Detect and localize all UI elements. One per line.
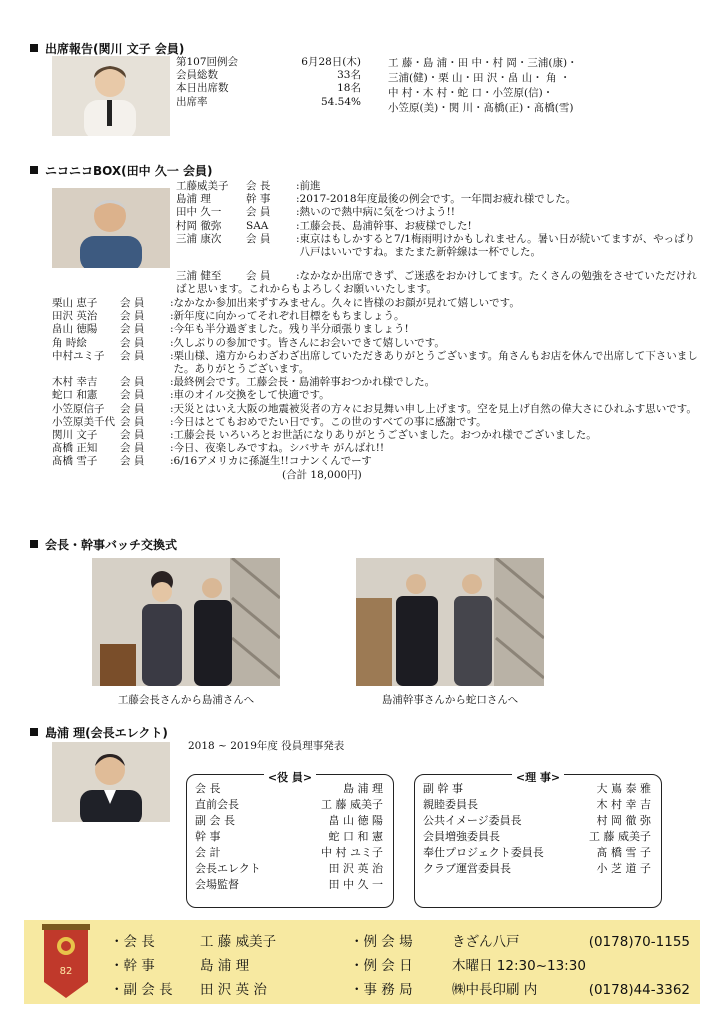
niconico-section-title: ニコニコBOX(田中 久一 会員) [30, 162, 213, 179]
niconico-speaker-photo [52, 188, 170, 268]
roster-row [423, 861, 651, 877]
footer-left-label: ・副 会 長 [110, 982, 173, 998]
attendee-names [388, 56, 578, 116]
bullet-square-icon [30, 44, 38, 52]
badge-caption-left: 工藤会長さんから島浦さんへ [117, 694, 255, 706]
roster-role: 幹 事 [195, 830, 221, 843]
roster-role: 公共イメージ委員長 [423, 814, 522, 827]
niconico-entry: 角 時絵 会 員 : 久しぶりの参加です。皆さんにお会いできて嬉しいです。 [52, 336, 445, 349]
present-value: 18名 [337, 82, 361, 95]
roster-name: 髙 橋 雪 子 [596, 846, 651, 859]
badge-photo-left [92, 558, 280, 686]
roster-row [195, 797, 383, 813]
footer-left-value: 島 浦 理 [200, 958, 250, 974]
roster-row [195, 781, 383, 797]
niconico-total: (合計 18,000円) [282, 468, 362, 481]
bullet-square-icon [30, 728, 38, 736]
roster-role: 会員増強委員長 [423, 830, 500, 843]
attendee-line: 小笠原(美)・関 川・髙橋(正)・髙橋(雪) [388, 102, 574, 114]
emblem-number: 82 [59, 966, 73, 977]
roster-row [195, 845, 383, 861]
officers-heading: <役 員> [264, 771, 316, 784]
niconico-entry: 髙橋 雪子 会 員 : 6/16アメリカに孫誕生!!コナンくんでーす [52, 455, 372, 468]
roster-row [195, 861, 383, 877]
niconico-lower-list [52, 297, 700, 482]
footer-info [110, 930, 690, 1002]
niconico-entry: 小笠原美千代 会 員 : 今日はとてもおめでたい日です。この世のすべての事に感謝です。 [52, 415, 487, 428]
badge-section-title: 会長・幹事バッチ交換式 [30, 536, 177, 553]
footer-right-value: ㈱中長印刷 内 [452, 982, 538, 998]
roster-role: 会 長 [195, 782, 221, 795]
roster-role: 直前会長 [195, 798, 239, 811]
roster-role: 親睦委員長 [423, 798, 478, 811]
niconico-entry: 工藤威美子 会 長 : 前進 [176, 180, 321, 192]
badge-photo-right [356, 558, 544, 686]
niconico-entry: 村岡 徹弥 SAA : 工藤会長、島浦幹事、お疲様でした! [176, 219, 472, 232]
niconico-entry: 髙橋 正知 会 員 : 今日、夜楽しみですね。シバサキ がんばれ!! [52, 442, 385, 455]
roster-row [195, 813, 383, 829]
attendee-line: 三浦(健)・栗 山・田 沢・畠 山・ 角 ・ [388, 72, 571, 84]
directors-heading: <理 事> [512, 771, 564, 784]
directors-box [414, 771, 662, 908]
roster-row [423, 829, 651, 845]
bullet-square-icon [30, 166, 38, 174]
roster-name: 工 藤 威美子 [589, 830, 651, 843]
attendance-reporter-photo [52, 56, 170, 136]
roster-name: 蛇 口 和 憲 [328, 830, 383, 843]
roster-role: 会場監督 [195, 878, 239, 891]
rate-label: 出席率 [176, 95, 208, 108]
badge-caption-right: 島浦幹事さんから蛇口さんへ [381, 694, 519, 706]
footer-right-label: ・事 務 局 [350, 982, 413, 998]
rate-value: 54.54% [320, 95, 361, 108]
footer-left-label: ・会 長 [110, 934, 155, 950]
roster-role: 奉仕プロジェクト委員長 [423, 846, 544, 859]
roster-row [195, 829, 383, 845]
footer-right-label: ・例 会 日 [350, 958, 413, 974]
members-value: 33名 [337, 69, 361, 82]
roster-role: 会 計 [195, 846, 221, 859]
roster-row [423, 813, 651, 829]
roster-name: 中 村 ユミ子 [321, 846, 383, 859]
roster-name: 大 嶌 泰 雅 [596, 782, 651, 795]
niconico-entry: 中村ユミ子 会 員 : 栗山様、遠方からわざわざ出席していただきありがとうございます。角さんもお店を休んで出席して下さいました。ありがとうございます。 [52, 349, 698, 376]
niconico-entry: 島浦 理 幹 事 : 2017-2018年度最後の例会です。一年間お疲れ様でした。 [176, 193, 577, 206]
roster-name: 工 藤 威美子 [321, 798, 383, 811]
roster-row [423, 797, 651, 813]
directors-list [423, 781, 651, 877]
bullet-square-icon [30, 540, 38, 548]
footer-phone: (0178)70-1155 [588, 934, 690, 950]
roster-row [195, 877, 383, 893]
niconico-entry: 木村 幸吉 会 員 : 最終例会です。工藤会長・島浦幹事おつかれ様でした。 [52, 376, 436, 389]
roster-name: 田 中 久 一 [328, 878, 383, 891]
footer-right-value: きざん八戸 [452, 934, 520, 950]
footer-phone [564, 954, 690, 978]
niconico-entry: 蛇口 和憲 会 員 : 車のオイル交換をして快適です。 [52, 389, 330, 402]
roster-name: 田 沢 英 治 [328, 862, 383, 875]
footer-phone: (0178)44-3362 [588, 982, 690, 998]
officers-box [186, 771, 394, 908]
roster-role: 会長エレクト [195, 862, 261, 875]
attendee-line: 中 村・木 村・蛇 口・小笠原(信)・ [388, 87, 554, 99]
elect-section-title: 島浦 理(会長エレクト) [30, 724, 168, 741]
attendance-stats [176, 56, 361, 109]
niconico-upper-list [176, 180, 700, 259]
present-label: 本日出席数 [176, 82, 229, 95]
attendance-section-title: 出席報告(関川 文子 会員) [30, 40, 184, 57]
niconico-entry: 三浦 康次 会 員 : 東京はもしかすると7/1梅雨明けかもしれません。暑い日が続いてますが、やっぱり八戸はいいですね。またまた新幹線は一杯でした。 [176, 232, 696, 259]
footer-row [110, 930, 690, 954]
meeting-date: 6月28日(木) [301, 56, 361, 68]
club-emblem-icon [40, 924, 92, 1000]
footer-right-value: 木曜日 12:30~13:30 [452, 958, 586, 974]
niconico-entry: 栗山 恵子 会 員 : なかなか参加出来ずすみません。久々に皆様のお顔が見れて嬉しいです。 [52, 297, 520, 309]
niconico-entry: 関川 文子 会 員 : 工藤会長 いろいろとお世話になりありがとうございました。おつかれ様でございました。 [52, 429, 597, 442]
footer-row [110, 978, 690, 1002]
roster-row [423, 781, 651, 797]
roster-role: クラブ運営委員長 [423, 862, 511, 875]
officers-list [195, 781, 383, 893]
roster-row [423, 845, 651, 861]
niconico-entry: 田中 久一 会 員 : 熱いので熱中病に気をつけよう!! [176, 206, 455, 219]
roster-name: 木 村 幸 吉 [596, 798, 651, 811]
meeting-number: 第107回例会 [176, 56, 239, 68]
niconico-entry: 畠山 徳陽 会 員 : 今年も半分過ぎました。残り半分頑張りましょう! [52, 323, 409, 336]
roster-name: 島 浦 理 [343, 782, 383, 795]
roster-name: 小 芝 道 子 [596, 862, 651, 875]
footer-left-value: 工 藤 威美子 [200, 934, 277, 950]
roster-role: 副 幹 事 [423, 782, 463, 795]
footer-left-value: 田 沢 英 治 [200, 982, 267, 998]
roster-role: 副 会 長 [195, 814, 235, 827]
attendee-line: 工 藤・島 浦・田 中・村 岡・三浦(康)・ [388, 57, 578, 69]
niconico-entry: 小笠原信子 会 員 : 天災とはいえ大阪の地震被災者の方々にお見舞い申し上げます。空を見上げ自然の偉大さにひれふす思いです。 [52, 402, 697, 415]
elect-subtitle: 2018 ~ 2019年度 役員理事発表 [188, 740, 345, 752]
members-label: 会員総数 [176, 69, 218, 82]
niconico-entry-wide: 三浦 健至 会 員 :なかなか出席できず、ご迷惑をおかけしてます。たくさんの勉強をさせていただければと思います。これからもよろしくお願いいたします。 [176, 270, 697, 296]
niconico-entry: 田沢 英治 会 員 : 新年度に向かってそれぞれ目標をもちましょう。 [52, 310, 405, 323]
footer-right-label: ・例 会 場 [350, 934, 413, 950]
footer-row [110, 954, 690, 978]
roster-name: 村 岡 徹 弥 [596, 814, 651, 827]
footer-left-label: ・幹 事 [110, 958, 155, 974]
roster-name: 畠 山 徳 陽 [328, 814, 383, 827]
elect-photo [52, 742, 170, 822]
